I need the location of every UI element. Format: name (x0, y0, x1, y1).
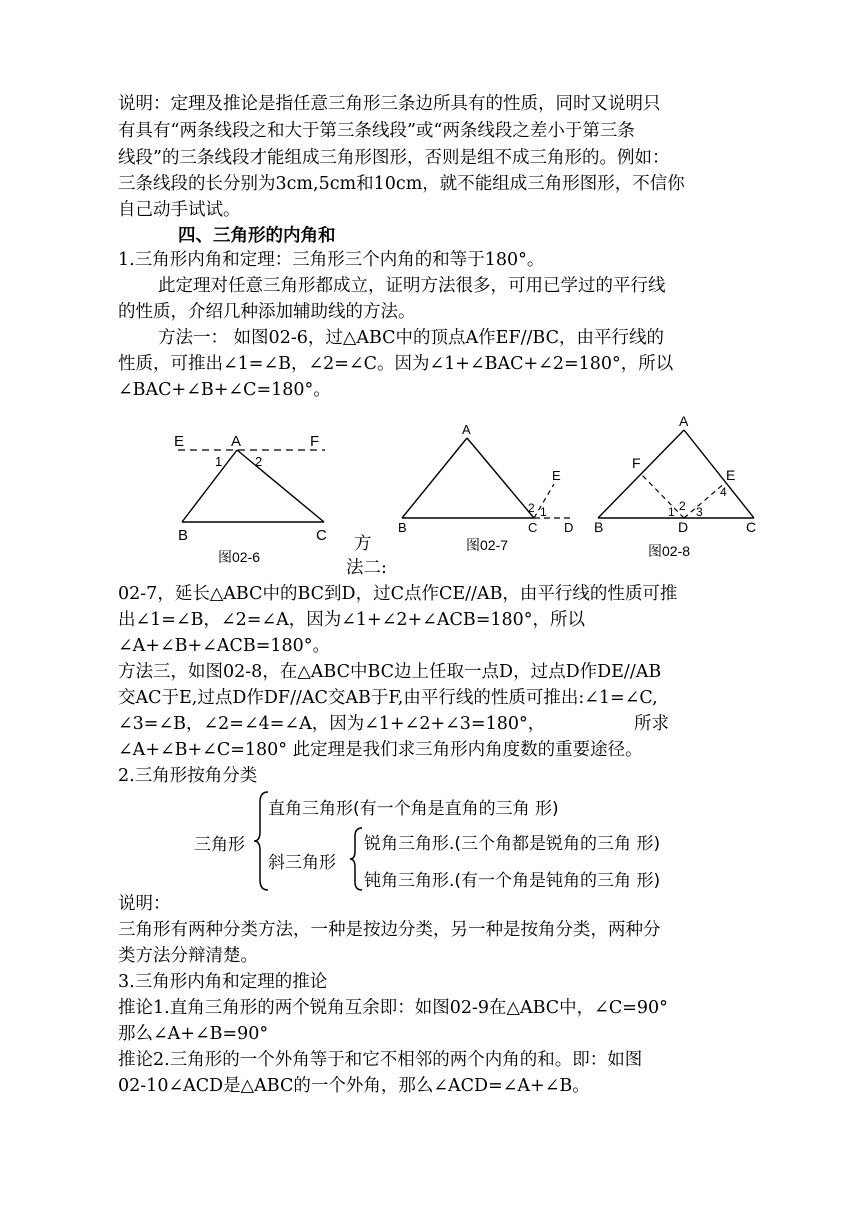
text-line: ∠3=∠B，∠2=∠4=∠A，因为∠1+∠2+∠3=180°， (118, 714, 546, 734)
angle-2: 2 (255, 454, 263, 469)
class-root: 三角形 (194, 835, 245, 855)
label-A: A (462, 422, 471, 437)
figure-02-8 (592, 412, 762, 562)
figure-caption: 图02-6 (218, 549, 261, 565)
label-E: E (174, 433, 185, 450)
label-D: D (564, 520, 574, 535)
angle-3: 3 (696, 505, 703, 519)
figure-02-7 (392, 420, 592, 560)
label-C: C (746, 519, 757, 535)
subsection-title: 3.三角形内角和定理的推论 (118, 972, 328, 992)
label-C: C (528, 520, 538, 535)
text-line: 类方法分辩清楚。 (118, 946, 258, 966)
angle-2: 2 (528, 501, 535, 515)
text-line: 三角形有两种分类方法，一种是按边分类，另一种是按角分类，两种分 (118, 920, 661, 940)
text-line: 交AC于E,过点D作DF//AC交AB于F,由平行线的性质可推出:∠1=∠C, (118, 688, 658, 708)
angle-4: 4 (720, 485, 727, 499)
label-C: C (316, 527, 327, 544)
text-line: 02-10∠ACD是△ABC的一个外角，那么∠ACD=∠A+∠B。 (118, 1076, 590, 1096)
label-F: F (310, 433, 320, 450)
class-right-triangle: 直角三角形(有一个角是直角的三角 形) (268, 799, 559, 819)
corollary-line: 推论1.直角三角形的两个锐角互余即：如图02-9在△ABC中，∠C=90° (118, 998, 668, 1018)
angle-1: 1 (215, 454, 223, 469)
label-A: A (231, 433, 242, 450)
label-B: B (398, 520, 407, 535)
figure-caption: 图02-8 (648, 543, 691, 559)
figure-02-6 (170, 430, 340, 580)
text-line: 线段”的三条线段才能组成三角形图形，否则是组不成三角形的。例如： (118, 148, 670, 168)
class-acute-triangle: 锐角三角形.(三个角都是锐角的三角 形) (364, 834, 661, 854)
method-one-line: 方法一： 如图02-6，过△ABC中的顶点A作EF//BC，由平行线的 (158, 328, 664, 348)
text-line: 自己动手试试。 (118, 200, 241, 220)
text-line: 所求 (634, 714, 669, 734)
text-line: 有具有“两条线段之和大于第三条线段”或“两条线段之差小于第三条 (118, 121, 635, 141)
angle-1: 1 (668, 505, 675, 519)
text-line: 性质，可推出∠1=∠B，∠2=∠C。因为∠1+∠BAC+∠2=180°，所以 (118, 354, 674, 374)
class-obtuse-triangle: 钝角三角形.(有一个角是钝角的三角 形) (364, 871, 661, 891)
method-two-label: 方 (354, 534, 372, 554)
text-line: ∠A+∠B+∠ACB=180°。 (118, 636, 331, 656)
label-F: F (632, 455, 641, 471)
corollary-line: 推论2.三角形的一个外角等于和它不相邻的两个内角的和。即：如图 (118, 1050, 643, 1070)
subsection-title: 2.三角形按角分类 (118, 766, 258, 786)
text-line: 此定理对任意三角形都成立，证明方法很多，可用已学过的平行线 (158, 276, 666, 296)
theorem-line: 1.三角形内角和定理：三角形三个内角的和等于180°。 (118, 250, 545, 270)
text-line: 那么∠A+∠B=90° (118, 1024, 269, 1044)
text-line: 三条线段的长分别为3cm,5cm和10cm，就不能组成三角形图形，不信你 (118, 174, 685, 194)
label-E: E (552, 468, 561, 483)
angle-2: 2 (679, 499, 686, 513)
section-heading: 四、三角形的内角和 (178, 226, 336, 246)
text-line: ∠BAC+∠B+∠C=180°。 (118, 380, 331, 400)
label-B: B (178, 527, 189, 544)
angle-1: 1 (540, 505, 547, 519)
method-two-label: 法二: (346, 558, 387, 578)
figure-caption: 图02-7 (466, 537, 509, 553)
text-line: ∠A+∠B+∠C=180° 此定理是我们求三角形内角度数的重要途径。 (118, 740, 643, 760)
label-D: D (678, 519, 689, 535)
label-A: A (679, 413, 689, 429)
inner-brace (350, 826, 364, 892)
text-line: 说明：定理及推论是指任意三角形三条边所具有的性质，同时又说明只 (118, 94, 661, 114)
method-three-line: 方法三，如图02-8，在△ABC中BC边上任取一点D，过点D作DE//AB (118, 662, 662, 682)
text-line: 出∠1=∠B，∠2=∠A，因为∠1+∠2+∠ACB=180°，所以 (118, 610, 586, 630)
label-E: E (726, 467, 736, 483)
text-line: 02-7，延长△ABC中的BC到D，过C点作CE//AB，由平行线的性质可推 (118, 584, 678, 604)
class-oblique-triangle: 斜三角形 (268, 853, 336, 873)
label-B: B (594, 519, 604, 535)
text-line: 的性质，介绍几种添加辅助线的方法。 (118, 302, 416, 322)
note-label: 说明： (118, 894, 171, 914)
